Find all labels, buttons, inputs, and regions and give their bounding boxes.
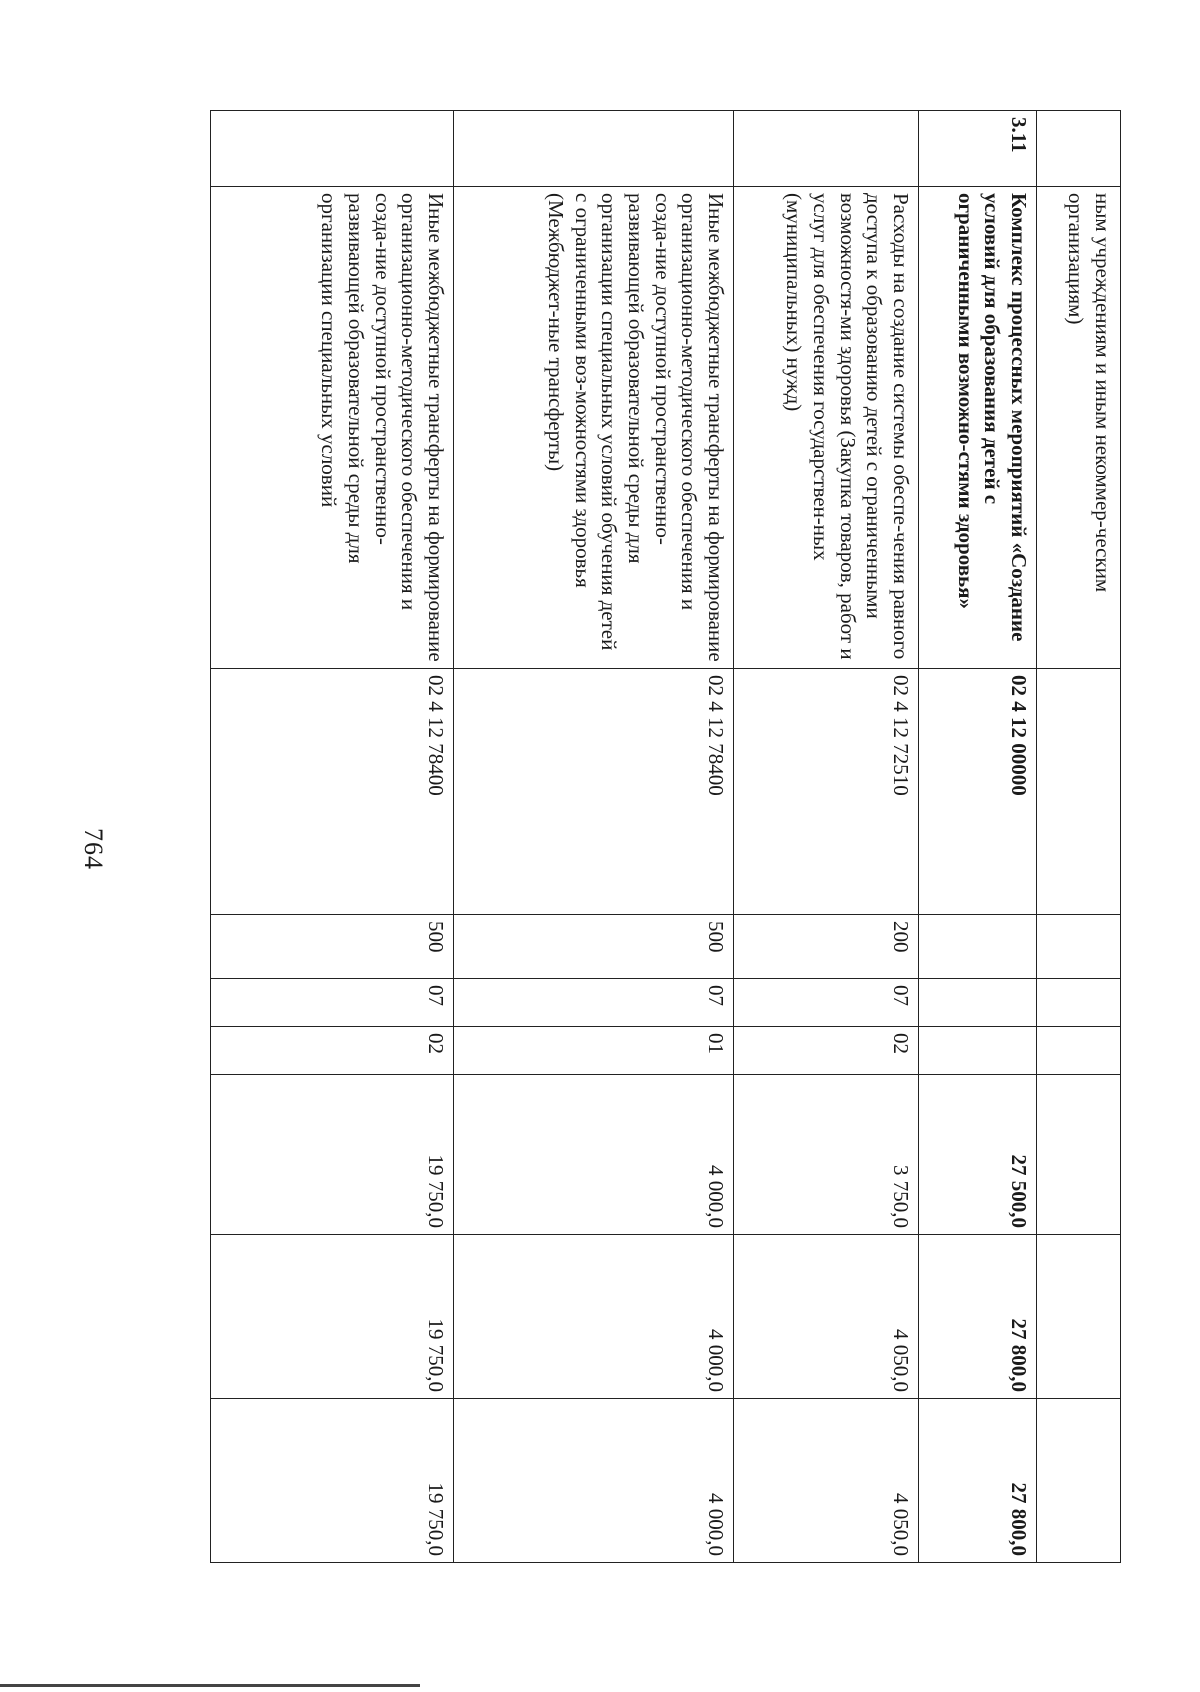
pr-cell: 02 (211, 1027, 454, 1075)
sum-year2-cell: 27 800,0 (919, 1235, 1037, 1399)
code-cell: 02 4 12 72510 (734, 669, 919, 915)
row-number-cell (734, 111, 919, 187)
rz-cell (919, 979, 1037, 1027)
sum-year1-cell: 19 750,0 (211, 1075, 454, 1235)
code-cell: 02 4 12 78400 (454, 669, 734, 915)
rz-cell: 07 (734, 979, 919, 1027)
table-row (211, 111, 454, 1563)
sum-year1-cell (1037, 1075, 1121, 1235)
code-cell: 02 4 12 78400 (211, 669, 454, 915)
sum-year3-cell: 19 750,0 (211, 1399, 454, 1563)
row-name-cell: Иные межбюджетные трансферты на формирование организационно-методического обеспечения и созда-ние доступной пространственно-развивающей образовательной среды для организации специальных условий (211, 187, 454, 669)
sum-year3-cell: 4 000,0 (454, 1399, 734, 1563)
sum-year2-cell: 19 750,0 (211, 1235, 454, 1399)
pr-cell: 02 (734, 1027, 919, 1075)
row-name-cell: Расходы на создание системы обеспе-чения равного доступа к образованию детей с ограниченными возможностя-ми здоровья (Закупка товаров, работ и услуг для обеспечения государствен-ных (муниципальных) нужд) (734, 187, 919, 669)
code-cell: 02 4 12 00000 (919, 669, 1037, 915)
row-number-cell: 3.11 (919, 111, 1037, 187)
rotated-table-wrapper (211, 110, 1121, 1562)
row-name-cell: ным учреждениям и иным некоммер-ческим организациям) (1037, 187, 1121, 669)
scan-edge-line (0, 1684, 420, 1687)
rz-cell: 07 (454, 979, 734, 1027)
rz-cell (1037, 979, 1121, 1027)
vr-cell: 500 (211, 915, 454, 979)
sum-year1-cell: 4 000,0 (454, 1075, 734, 1235)
row-number-cell (454, 111, 734, 187)
row-number-cell (211, 111, 454, 187)
row-number-cell (1037, 111, 1121, 187)
sum-year3-cell (1037, 1399, 1121, 1563)
row-name-cell: Иные межбюджетные трансферты на формирование организационно-методического обеспечения и созда-ние доступной пространственно-развивающей образовательной среды для организации специальных условий обучения детей с ограниченными воз-можностями здоровья (Межбюджет-ные трансферты) (454, 187, 734, 669)
table-row (919, 111, 1037, 1563)
table-row (1037, 111, 1121, 1563)
sum-year2-cell: 4 000,0 (454, 1235, 734, 1399)
vr-cell: 200 (734, 915, 919, 979)
vr-cell (919, 915, 1037, 979)
sum-year3-cell: 4 050,0 (734, 1399, 919, 1563)
vr-cell: 500 (454, 915, 734, 979)
pr-cell: 01 (454, 1027, 734, 1075)
sum-year1-cell: 27 500,0 (919, 1075, 1037, 1235)
row-name-cell: Комплекс процессных мероприятий «Создание условий для образования детей с ограниченными возможно-стями здоровья» (919, 187, 1037, 669)
rz-cell: 07 (211, 979, 454, 1027)
budget-table (210, 110, 1121, 1563)
sum-year2-cell: 4 050,0 (734, 1235, 919, 1399)
table-container (211, 110, 1121, 1562)
vr-cell (1037, 915, 1121, 979)
sum-year2-cell (1037, 1235, 1121, 1399)
pr-cell (1037, 1027, 1121, 1075)
table-row (734, 111, 919, 1563)
table-row (454, 111, 734, 1563)
sum-year1-cell: 3 750,0 (734, 1075, 919, 1235)
pr-cell (919, 1027, 1037, 1075)
sum-year3-cell: 27 800,0 (919, 1399, 1037, 1563)
code-cell (1037, 669, 1121, 915)
page-number: 764 (79, 828, 108, 870)
